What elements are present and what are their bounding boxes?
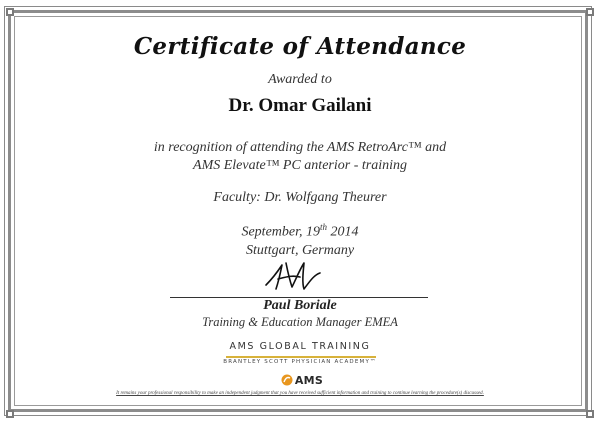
recognition-text xyxy=(0,139,600,175)
awarded-to-label: Awarded to xyxy=(268,72,332,87)
recognition-line-2: AMS Elevate™ PC anterior - training xyxy=(193,158,407,173)
date-prefix: September, 19 xyxy=(241,224,321,240)
ams-logo xyxy=(272,372,332,388)
date-location-block xyxy=(0,218,600,260)
handwritten-signature xyxy=(256,255,336,295)
academy-name: BRANTLEY SCOTT PHYSICIAN ACADEMY™ xyxy=(223,359,377,365)
event-location: Stuttgart, Germany xyxy=(245,242,355,258)
faculty-line: Faculty: Dr. Wolfgang Theurer xyxy=(213,190,387,205)
ams-logo-text: AMS xyxy=(294,373,324,387)
brand-underline xyxy=(226,356,376,358)
corner-ornament-top-right xyxy=(586,8,594,16)
event-date xyxy=(0,218,600,242)
ams-logo-icon xyxy=(281,374,293,386)
corner-ornament-bottom-right xyxy=(586,410,594,418)
corner-ornament-bottom-left xyxy=(6,410,14,418)
brand-heading: AMS GLOBAL TRAINING xyxy=(229,341,371,352)
date-year: 2014 xyxy=(327,224,359,240)
signer-title: Training & Education Manager EMEA xyxy=(202,315,398,329)
recipient-name: Dr. Omar Gailani xyxy=(228,95,372,116)
recognition-line-1: in recognition of attending the AMS RetroArc™ and xyxy=(153,140,447,155)
corner-ornament-top-left xyxy=(6,8,14,16)
disclaimer-text: It remains your professional responsibility to make an independent judgment that you have received sufficient information and training to continue learning the procedure(s) discussed. xyxy=(116,391,484,396)
certificate-title: Certificate of Attendance xyxy=(133,33,467,60)
date-ordinal: th xyxy=(320,222,328,232)
signer-name: Paul Boriale xyxy=(263,298,337,313)
